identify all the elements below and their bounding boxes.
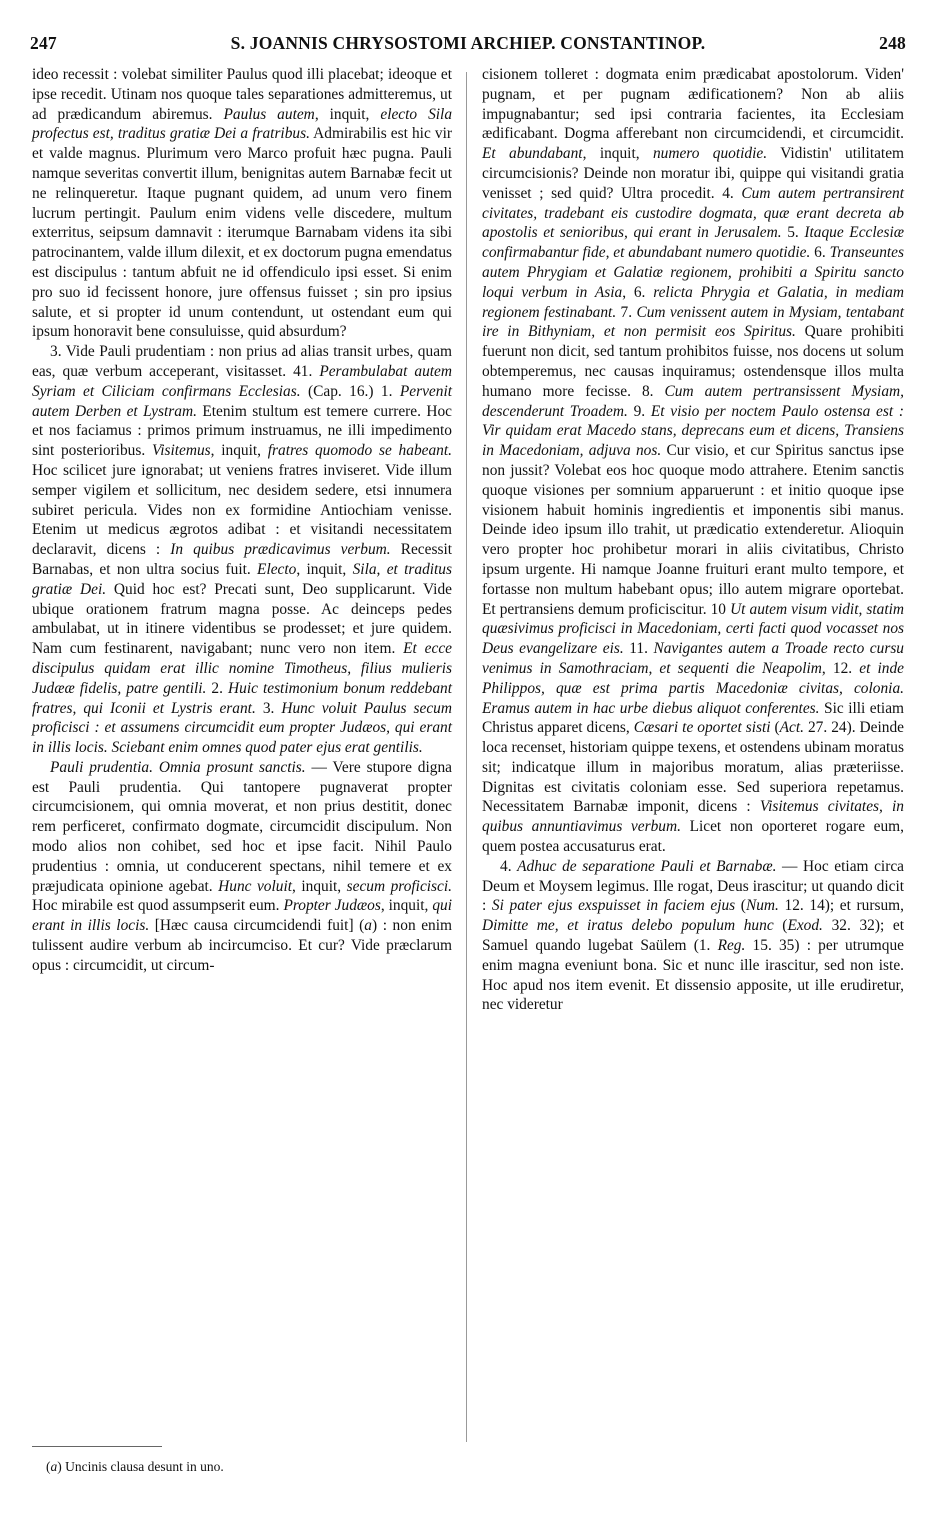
footnote: (a) Uncinis clausa desunt in uno. xyxy=(46,1459,224,1474)
left-column xyxy=(32,65,452,976)
left-column-paragraph: 3. Vide Pauli prudentiam : non prius ad alias transit urbes, quam eas, quæ verbum acceperant, visitasset. 41. Perambulabat autem Syriam et Ciliciam confirmans Ecclesias. (Cap. 16.) 1. Pervenit autem Derben et Lystram. Etenim stultum est temere currere. Hoc et nos faciamus : primos primum instruamus, ne illi impedimento sint posterioribus. Visitemus, inquit, fratres quomodo se habeant. Hoc scilicet jure ignorabat; ut veniens fratres inviseret. Vide illum semper vigilem et sollicitum, nec desidem sedere, etsi innumera subiret pericula. Vides non ex formidine Antiochiam venisse. Etenim ut medicus ægrotos adibat : et visitandi necessitatem declaravit, dicens : In quibus prædicavimus verbum. Recessit Barnabas, et non ultra socius fuit. Electo, inquit, Sila, et traditus gratiæ Dei. Quid hoc est? Precati sunt, Deo supplicarunt. Vide ubique orationem fratrum magna posse. Ac deinceps pedes ambulabat, ut in itinere videntibus se prodesset; et jure quidem. Nam cum festinarent, navigabant; nunc vero non item. Et ecce discipulus quidam erat illic nomine Timotheus, filius mulieris Judææ fidelis, patre gentili. 2. Huic testimonium bonum reddebant fratres, qui Iconii et Lystris erant. 3. Hunc voluit Paulus secum proficisci : et assumens circumcidit eum propter Judæos, qui erant in illis locis. Sciebant enim omnes quod pater ejus erat gentilis. xyxy=(32,343,453,757)
right-column-paragraph: cisionem tolleret : dogmata enim prædicabat apostolorum. Viden' pugnam, et per pugnam ædificationem? Non ab aliis impugnabantur; sed ipsi contraria facientes, ita Ecclesiam ædificabant. Dogma afferebant non circumcidendi, et circumcidit. Et abundabant, inquit, numero quotidie. Vidistin' utilitatem circumcisionis? Deinde non moratur ibi, quippe qui visitandi gratia venisset ; sed quid? Ultra procedit. 4. Cum autem pertransirent civitates, tradebant eis custodire dogmata, quæ erant decreta ab apostolis et senioribus, qui erant in Jerusalem. 5. Itaque Ecclesiæ confirmabantur fide, et abundabant numero quotidie. 6. Transeuntes autem Phrygiam et Galatiæ regionem, prohibiti a Spiritu sancto loqui verbum in Asia, 6. relicta Phrygia et Galatia, in mediam regionem festinabant. 7. Cum venissent autem in Mysiam, tentabant ire in Bithyniam, et non permisit eos Spiritus. Quare prohibiti fuerunt non dicit, sed tantum prohibitos fuisse, nos docens ut solum obtemperemus, nec causas inquiramus; ostendensque illos multa humano more fecisse. 8. Cum autem pertransissent Mysiam, descenderunt Troadem. 9. Et visio per noctem Paulo ostensa est : Vir quidam erat Macedo stans, deprecans eum et dicens, Transiens in Macedoniam, adjuva nos. Cur visio, et cur Spiritus sanctus ipse non jussit? Volebat eos hoc quoque modo attrahere. Etenim sanctis quoque visiones per somnium apparuerunt : et initio quoque ipse visionem habuit hominis ingredientis et imponentis sibi manus. Deinde ideo ipsum illo trahit, ut prædicatio extenderetur. Alioquin vero propter hoc prohibetur morari in aliis civitatibus, Christo ipsum urgente. Hi namque Joanne fruituri erant multo tempore, et fortasse non multum habebant opus; illo autem migrare oportebat. Et pertransiens demum proficiscitur. 10 Ut autem visum vidit, statim quæsivimus proficisci in Macedoniam, certi facti quod vocasset nos Deus evangelizare eis. 11. Navigantes autem a Troade recto cursu venimus in Samothraciam, et sequenti die Neapolim, 12. et inde Philippos, quæ est prima partis Macedoniæ civitas, colonia. Eramus autem in hac urbe diebus aliquot conferentes. Sic illi etiam Christus apparet dicens, Cæsari te oportet sisti (Act. 27. 24). Deinde loca recenset, historiam quippe texens, et ostendens ubinam moratus sit; indicatque illum in majoribus moratum, alias præteriisse. Dignitas est civitatis coloniam esse. Sed superiora repetamus. Necessitatem Barnabæ imponit, dicens : Visitemus civitates, in quibus annuntiavimus verbum. Licet non oporteret rogare eum, quem postea accusaturus erat. xyxy=(482,66,904,856)
page-header xyxy=(30,33,906,59)
left-column-paragraph: ideo recessit : volebat similiter Paulus quod illi placebat; ideoque et ipse recedit. Utinam nos quoque tales separationes admitteremus, ut ad prædicandum abiremus. Paulus autem, inquit, electo Sila profectus est, traditus gratiæ Dei a fratribus. Admirabilis est hic vir et valde magnus. Plurimum vero Marco profuit hæc pugna. Pauli namque severitas convertit illum, benignitas autem Barnabæ fecit ut ne relinqueretur. Itaque pugnant quidem, ad unum vero finem lucrum pertingit. Paulum enim videns velle discedere, multum exterritus, seipsum damnavit : iterumque Barnabam videns ita sibi patrocinantem, valde illum dilexit, et ex doctorum pugna emendatus est discipulus : tantum abfuit ne id offendiculo ipsi esset. Si enim pro suo id fecissent honore, jure offensus fuisset ; sin pro ipsius salute, et si propter id unum contendunt, ut ostendant eum qui ipsum honoravit bene consuluisse, quid absurdum? xyxy=(32,66,453,341)
footnote-rule xyxy=(32,1446,162,1447)
left-column-paragraph: Pauli prudentia. Omnia prosunt sanctis. — Vere stupore digna est Pauli prudentia. Qui tantopere pugnaverat propter circumcisionem, qui omnia moverat, et non prius destitit, donec rem perficeret, confirmato dogmate, circumcidit discipulum. Non modo alios non cohibet, sed hoc et ipse facit. Nihil Paulo prudentius : omnia, ut conducerent spectans, nihil temere et ex præjudicata opinione agebat. Hunc voluit, inquit, secum proficisci. Hoc mirabile est quod assumpserit eum. Propter Judæos, inquit, qui erant in illis locis. [Hæc causa circumcidendi fuit] (a) : non enim tulissent audire verbum ab incircumciso. Et cur? Vide præclarum opus : circumcidit, ut circum- xyxy=(32,758,453,974)
running-title: S. JOANNIS CHRYSOSTOMI ARCHIEP. CONSTANTINOP. xyxy=(230,33,706,53)
page-number-left: 247 xyxy=(30,33,57,53)
right-column-paragraph: 4. Adhuc de separatione Pauli et Barnabæ. — Hoc etiam circa Deum et Moysem legimus. Ille rogat, Deus irascitur; ut quando dicit : Si pater ejus exspuisset in faciem ejus (Num. 12. 14); et rursum, Dimitte me, et iratus delebo populum hunc (Exod. 32. 32); et Samuel quando lugebat Saülem (1. Reg. 15. 35) : per utrumque enim magna eveniunt bona. Sic et nunc ille irascitur, sed non iste. Hoc apud nos item evenit. Et dissensio apposite, ut ille erudiretur, nec videretur xyxy=(482,857,904,1014)
page-number-right: 248 xyxy=(879,33,906,53)
right-column xyxy=(482,65,904,1015)
column-divider xyxy=(466,72,467,1442)
